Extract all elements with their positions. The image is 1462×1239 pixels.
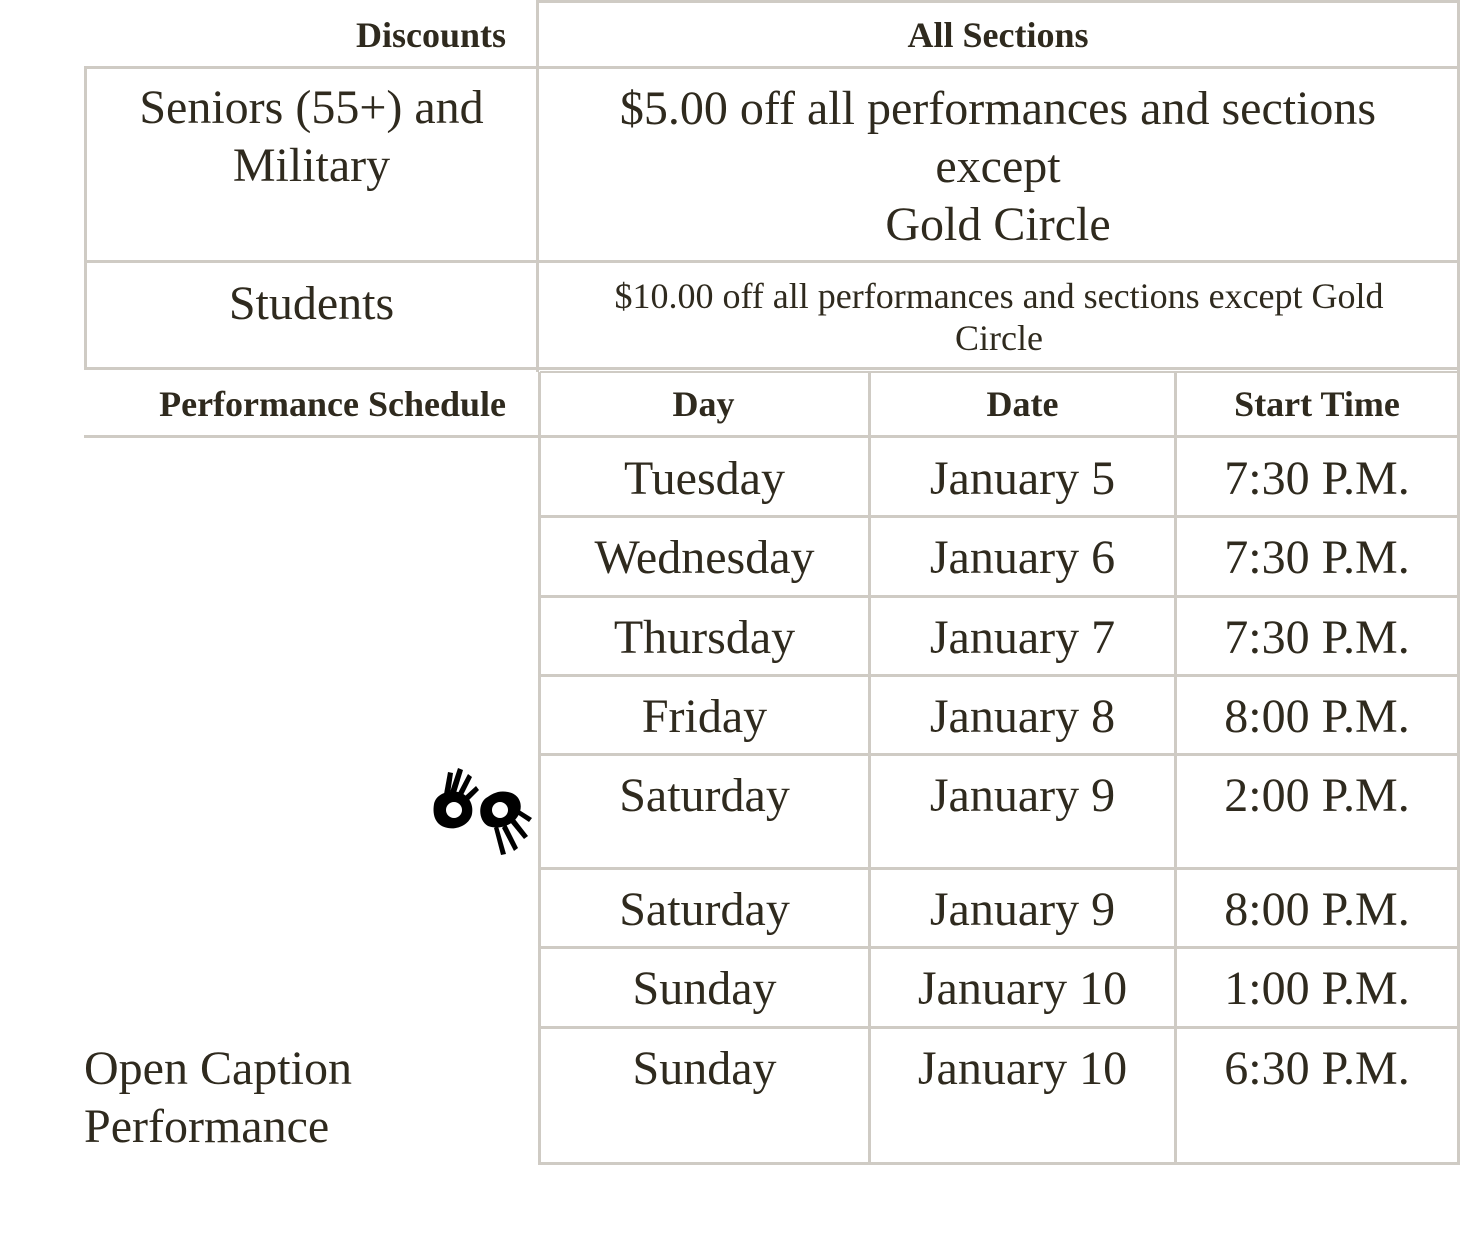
day-cell: Sunday bbox=[632, 962, 777, 1015]
open-caption-note: Open Caption Performance bbox=[84, 1042, 352, 1153]
date-cell: January 5 bbox=[929, 452, 1116, 505]
sign-language-interpretation-icon bbox=[428, 764, 536, 858]
grid-line bbox=[538, 595, 1460, 598]
discounts-header-label: Discounts bbox=[355, 14, 506, 55]
all-sections-header-label: All Sections bbox=[907, 14, 1089, 55]
all-sections-header bbox=[539, 3, 1457, 66]
discount-label-students: Students bbox=[228, 277, 395, 330]
discount-value-students: $10.00 off all performances and sections except Gold Circle bbox=[614, 276, 1384, 358]
grid-line bbox=[538, 867, 1460, 870]
discount-value-seniors bbox=[539, 80, 1457, 254]
day-cell: Friday bbox=[641, 690, 768, 743]
column-header-start-time: Start Time bbox=[1234, 384, 1400, 424]
grid-line bbox=[538, 1026, 1460, 1029]
time-cell: 6:30 P.M. bbox=[1224, 1042, 1410, 1095]
day-cell: Tuesday bbox=[624, 452, 785, 505]
time-cell: 7:30 P.M. bbox=[1224, 452, 1410, 505]
column-header-date: Date bbox=[986, 384, 1059, 424]
time-cell: 1:00 P.M. bbox=[1224, 962, 1410, 1015]
grid-line bbox=[84, 367, 1460, 370]
grid-line bbox=[1457, 0, 1460, 372]
day-cell: Saturday bbox=[619, 769, 790, 822]
day-cell: Thursday bbox=[613, 611, 796, 664]
grid-line bbox=[538, 515, 1460, 518]
grid-line bbox=[84, 260, 1460, 263]
grid-line bbox=[538, 1162, 1460, 1165]
grid-line bbox=[538, 674, 1460, 677]
grid-line bbox=[538, 753, 1460, 756]
time-cell: 8:00 P.M. bbox=[1224, 690, 1410, 743]
date-cell: January 10 bbox=[917, 962, 1128, 1015]
grid-line bbox=[538, 946, 1460, 949]
grid-line bbox=[84, 66, 1460, 69]
schedule-header-label: Performance Schedule bbox=[159, 384, 506, 424]
discount-value-line: Gold Circle bbox=[885, 198, 1111, 251]
day-cell: Wednesday bbox=[594, 531, 815, 584]
discount-value-line: $5.00 off all performances and sections bbox=[619, 82, 1377, 135]
discount-value-line: except bbox=[935, 140, 1061, 193]
date-cell: January 7 bbox=[929, 611, 1116, 664]
time-cell: 2:00 P.M. bbox=[1224, 769, 1410, 822]
day-cell: Sunday bbox=[632, 1042, 777, 1095]
discounts-header bbox=[84, 3, 538, 66]
grid-line bbox=[1457, 372, 1460, 1165]
date-cell: January 6 bbox=[929, 531, 1116, 584]
date-cell: January 9 bbox=[929, 883, 1116, 936]
column-header-day: Day bbox=[672, 384, 735, 424]
date-cell: January 10 bbox=[917, 1042, 1128, 1095]
date-cell: January 9 bbox=[929, 769, 1116, 822]
time-cell: 7:30 P.M. bbox=[1224, 531, 1410, 584]
schedule-header bbox=[84, 373, 538, 435]
date-cell: January 8 bbox=[929, 690, 1116, 743]
day-cell: Saturday bbox=[619, 883, 790, 936]
discount-label-seniors: Seniors (55+) and Military bbox=[139, 81, 484, 192]
grid-line bbox=[84, 435, 1460, 438]
time-cell: 8:00 P.M. bbox=[1224, 883, 1410, 936]
time-cell: 7:30 P.M. bbox=[1224, 611, 1410, 664]
